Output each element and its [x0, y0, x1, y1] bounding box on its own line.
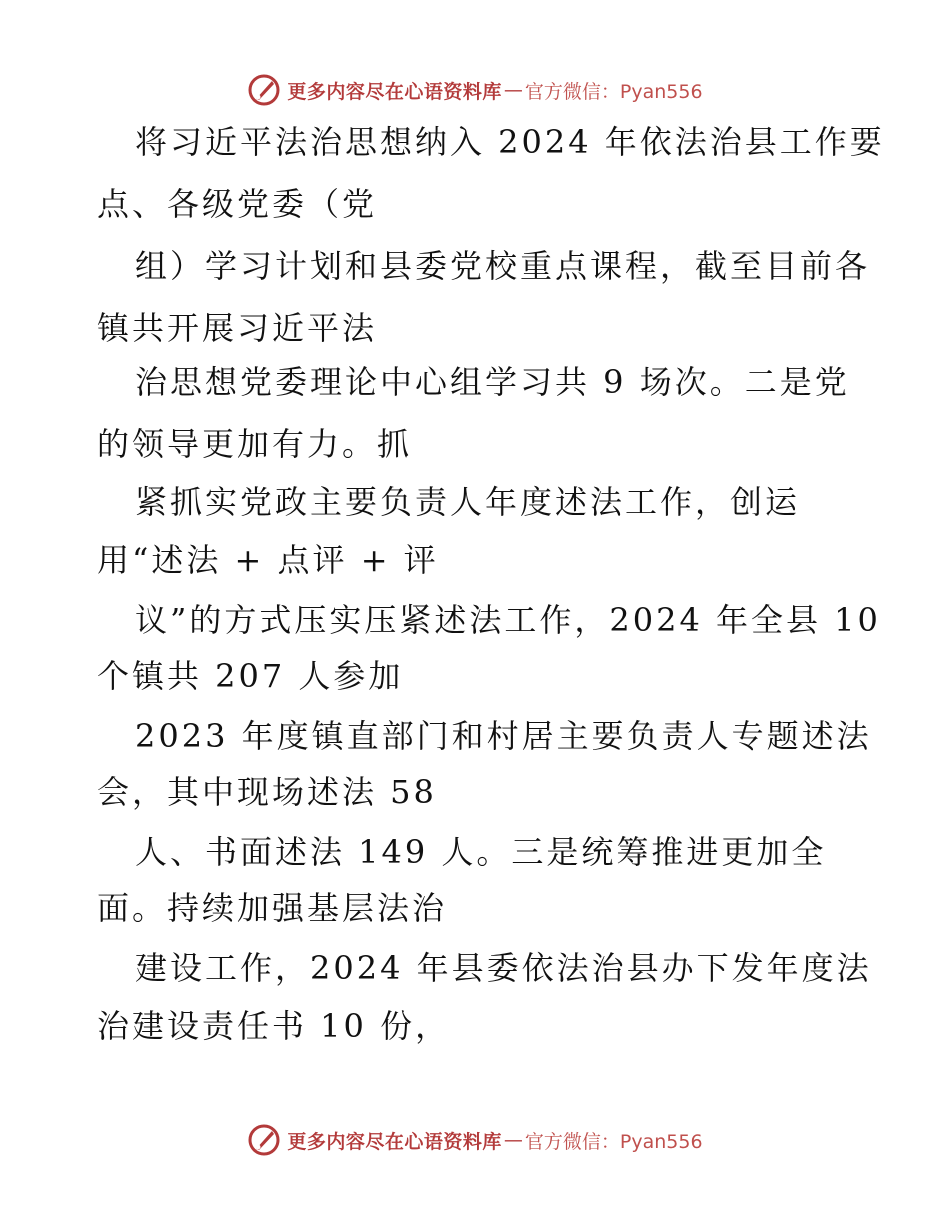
paragraph-line: 建设工作，2024 年县委依法治县办下发年度法 — [135, 949, 872, 987]
paragraph-line: 用“述法 + 点评 + 评 — [97, 541, 439, 579]
header-watermark — [0, 70, 950, 110]
paragraph-line: 个镇共 207 人参加 — [97, 657, 404, 695]
quill-pen-circle-icon — [247, 73, 281, 107]
paragraph-line: 点、各级党委（党 — [97, 185, 378, 223]
paragraph-line: 2023 年度镇直部门和村居主要负责人专题述法 — [135, 717, 872, 755]
paragraph-line: 镇共开展习近平法 — [97, 309, 378, 347]
watermark-main-text: 更多内容尽在心语资料库 — [287, 1130, 502, 1153]
watermark-dash: — — [503, 1129, 523, 1151]
paragraph-line: 议”的方式压实压紧述法工作，2024 年全县 10 — [135, 601, 881, 639]
paragraph-line: 治建设责任书 10 份， — [97, 1007, 451, 1045]
paragraph-line: 的领导更加有力。抓 — [97, 425, 413, 463]
paragraph-line: 组）学习计划和县委党校重点课程，截至目前各 — [135, 247, 871, 285]
quill-pen-circle-icon — [247, 1123, 281, 1157]
paragraph-line: 人、书面述法 149 人。三是统筹推进更加全 — [135, 833, 827, 871]
paragraph-line: 治思想党委理论中心组学习共 9 场次。二是党 — [135, 363, 850, 401]
paragraph-line: 面。持续加强基层法治 — [97, 889, 448, 927]
paragraph-line: 将习近平法治思想纳入 2024 年依法治县工作要 — [135, 123, 885, 161]
paragraph-line: 紧抓实党政主要负责人年度述法工作，创运 — [135, 483, 801, 521]
footer-watermark — [0, 1120, 950, 1160]
watermark-main-text: 更多内容尽在心语资料库 — [287, 80, 502, 103]
watermark-wechat-text: 官方微信：Pyan556 — [524, 1130, 703, 1153]
paragraph-line: 会，其中现场述法 58 — [97, 773, 437, 811]
watermark-dash: — — [503, 79, 523, 101]
watermark-wechat-text: 官方微信：Pyan556 — [524, 80, 703, 103]
